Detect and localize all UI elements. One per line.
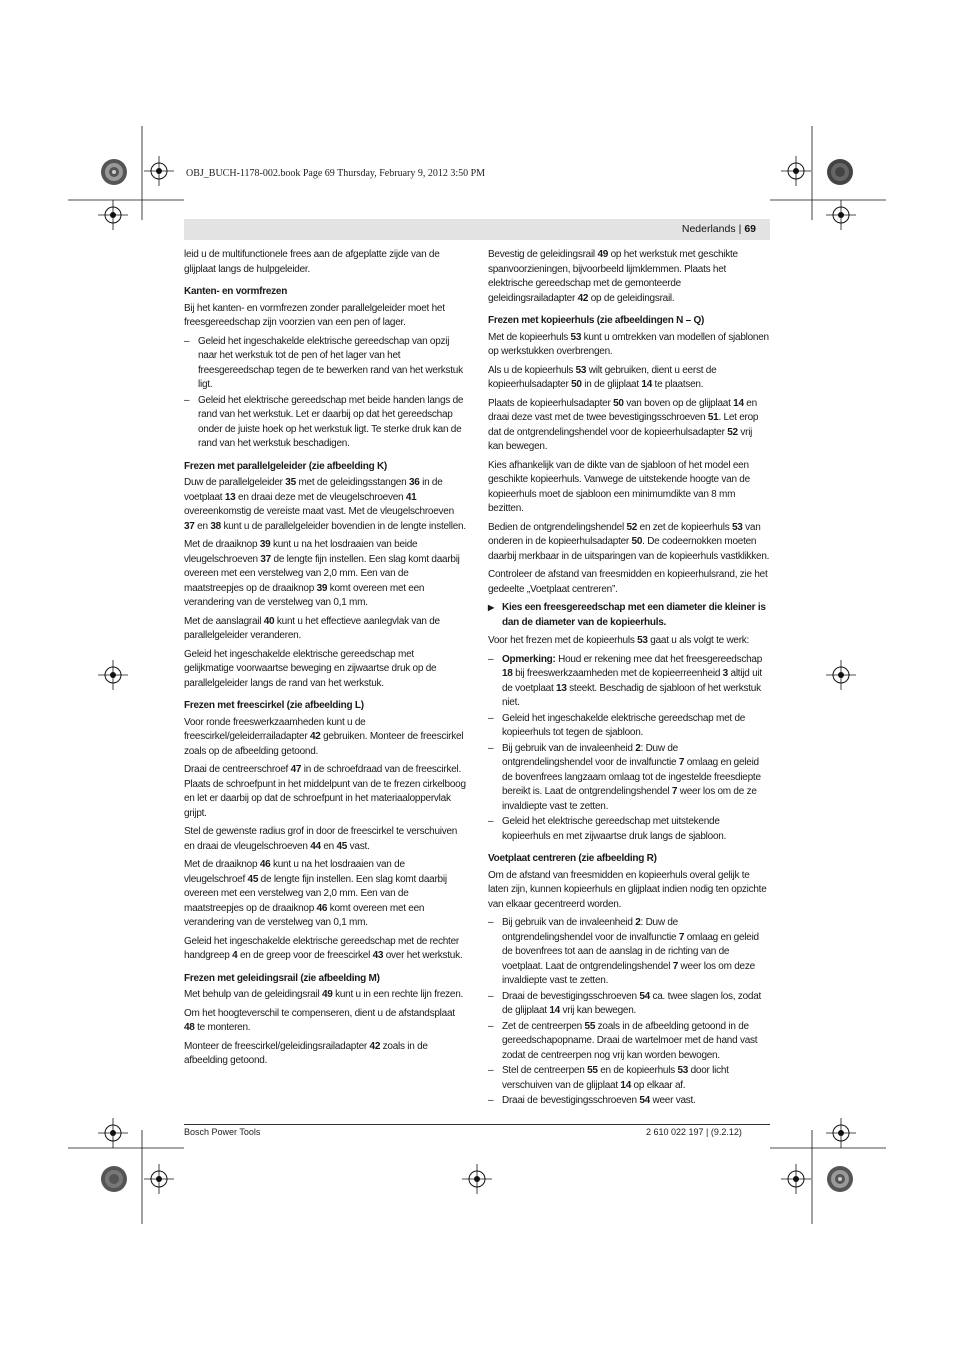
paragraph: Bevestig de geleidingsrail 49 op het werkstuk met geschikte spanvoorzieningen, bijvoorbeeld lijmklemmen. Plaats het elektrische gereedschap met de gemonteerde geleidingsrailadapter 42 op de geleidingsrail. (488, 249, 738, 304)
paragraph: Monteer de freescirkel/geleidingsrailadapter 42 zoals in de afbeelding getoond. (184, 1040, 428, 1066)
paragraph: Voor ronde freeswerkzaamheden kunt u de freescirkel/geleiderrailadapter 42 gebruiken. Monteer de freescirkel zoals op de afbeelding getoond. (184, 716, 464, 757)
header-text (682, 223, 756, 235)
dash-list (488, 653, 770, 845)
list-item: – Geleid het elektrische gereedschap met beide handen langs de rand van het werkstuk. Let er daarbij op dat het gereedschap onder de juiste hoek op het werkstuk ligt. Te sterke druk kan de rand van het werkstuk beschadigen. (184, 394, 466, 452)
dash-list (184, 335, 466, 452)
paragraph: Plaats de kopieerhulsadapter 50 van boven op de glijplaat 14 en draai deze vast met de twee bevestigingsschroeven 51. Let erop dat de ontgrendelingshendel voor de kopieerhulsadapter 52 vrij kan bewegen. (488, 397, 759, 452)
list-item: – Geleid het ingeschakelde elektrische gereedschap van opzij naar het werkstuk tot de pen of het lager van het freesgereedschap tegen de te bewerken rand van het werkstuk ligt. (184, 335, 466, 393)
section-heading: Frezen met freescirkel (zie afbeelding L) (184, 700, 364, 711)
paragraph: Voor het frezen met de kopieerhuls 53 gaat u als volgt te werk: (488, 635, 750, 646)
dash-list (488, 916, 770, 1109)
page-header (184, 219, 770, 240)
paragraph: Bedien de ontgrendelingshendel 52 en zet de kopieerhuls 53 van onderen in de kopieerhulsadapter 50. De codeernokken moeten daarbij merkbaar in de uitsparingen van de kopieerhuls vastklikken. (488, 521, 770, 562)
page-number: 69 (744, 223, 756, 235)
list-item: – Draai de bevestigingsschroeven 54 weer vast. (488, 1094, 770, 1109)
paragraph: Duw de parallelgeleider 35 met de geleidingsstangen 36 in de voetplaat 13 en draai deze met de vleugelschroeven 41 overeenkomstig de vereiste maat vast. Met de vleugelschroeven 37 en 38 kunt u de parallelgeleider bovendien in de lengte instellen. (184, 477, 466, 532)
paragraph: Geleid het ingeschakelde elektrische gereedschap met gelijkmatige voorwaartse beweging en zijwaartse druk op de parallelgeleider langs de rand van het werkstuk. (184, 648, 437, 689)
list-item: – Bij gebruik van de invaleenheid 2: Duw de ontgrendelingshendel voor de invalfunctie 7 omlaag en geleid de bovenfrees langzaam omlaag tot de ingestelde freesdiepte bereikt is. Laat de ontgrendelingshendel 7 weer los om de ze invaldiepte vast te zetten. (488, 742, 770, 815)
paragraph: Stel de gewenste radius grof in door de freescirkel te verschuiven en draai de vleugelschroeven 44 en 45 vast. (184, 826, 458, 852)
right-column (488, 248, 770, 1113)
paragraph: Met de draaiknop 39 kunt u na het losdraaien van beide vleugelschroeven 37 de lengte fijn instellen. Een slag komt daarbij overeen met een verstelweg van 2,0 mm. Een van de maatstreepjes op de draaiknop 39 komt overeen met een verandering van de verstelweg van 0,1 mm. (184, 539, 460, 608)
header-separator: | (738, 223, 742, 235)
print-job-info: OBJ_BUCH-1178-002.book Page 69 Thursday, February 9, 2012 3:50 PM (186, 168, 486, 179)
list-item: – Bij gebruik van de invaleenheid 2: Duw de ontgrendelingshendel voor de invalfunctie 7 omlaag en geleid de bovenfrees tot aan de aanslag in de richting van de voetplaat. Laat de ontgrendelingshendel 7 weer los om deze invaldiepte vast te zetten. (488, 916, 770, 989)
paragraph: Met de draaiknop 46 kunt u na het losdraaien van de vleugelschroef 45 de lengte fijn instellen. Een slag komt daarbij overeen met een verstelweg van 2,0 mm. Een van de maatstreepjes op de draaiknop 46 komt overeen met een verandering van de verstelweg van 0,1 mm. (184, 859, 447, 928)
list-item: – Stel de centreerpen 55 en de kopieerhuls 53 door licht verschuiven van de glijplaat 14 op elkaar af. (488, 1064, 770, 1093)
section-heading: Voetplaat centreren (zie afbeelding R) (488, 853, 657, 864)
paragraph: Om het hoogteverschil te compenseren, dient u de afstandsplaat 48 te monteren. (184, 1007, 455, 1033)
paragraph: leid u de multifunctionele frees aan de afgeplatte zijde van de glijplaat langs de hulpgeleider. (184, 249, 440, 275)
section-heading: Frezen met geleidingsrail (zie afbeelding M) (184, 972, 380, 984)
warning-instruction: ▶ Kies een freesgereedschap met een diameter die kleiner is dan de diameter van de kopieerhuls. (488, 601, 770, 630)
list-item: – Draai de bevestigingsschroeven 54 ca. twee slagen los, zodat de glijplaat 14 vrij kan bewegen. (488, 990, 770, 1019)
footer-doc-number: 2 610 022 197 | (9.2.12) (646, 1127, 742, 1137)
paragraph: Bij het kanten- en vormfrezen zonder parallelgeleider moet het freesgereedschap zijn voorzien van een pen of lager. (184, 302, 445, 328)
list-item: – Geleid het ingeschakelde elektrische gereedschap met de kopieerhuls tot tegen de sjabloon. (488, 712, 770, 741)
paragraph: Geleid het ingeschakelde elektrische gereedschap met de rechter handgreep 4 en de greep voor de freescirkel 43 over het werkstuk. (184, 935, 463, 961)
paragraph: Draai de centreerschroef 47 in de schroefdraad van de freescirkel. Plaats de schroefpunt in het middelpunt van de te frezen cirkelboog en let er daarbij op dat de schroefpunt in het materiaaloppervlak grijpt. (184, 764, 466, 819)
paragraph: Als u de kopieerhuls 53 wilt gebruiken, dient u eerst de kopieerhulsadapter 50 in de glijplaat 14 te plaatsen. (488, 364, 717, 390)
header-language: Nederlands (681, 223, 736, 235)
list-item: – Opmerking: Houd er rekening mee dat het freesgereedschap 18 bij freeswerkzaamheden met de kopieerreenheid 3 altijd uit de voetplaat 13 steekt. Beschadig de sjabloon of het werkstuk niet. (488, 653, 770, 711)
list-item: – Geleid het elektrische gereedschap met uitstekende kopieerhuls en met zijwaartse druk langs de sjabloon. (488, 815, 770, 844)
paragraph: Met de kopieerhuls 53 kunt u omtrekken van modellen of sjablonen op werkstukken overbrengen. (488, 331, 769, 357)
footer-rule (184, 1124, 770, 1125)
list-item: – Zet de centreerpen 55 zoals in de afbeelding getoond in de gereedschapopname. Draai de wartelmoer met de hand vast zodat de centreerpen nog vrij kan worden bewogen. (488, 1020, 770, 1064)
paragraph: Kies afhankelijk van de dikte van de sjabloon of het model een geschikte kopieerhuls. Vanwege de uitstekende hoogte van de kopieerhuls moet de sjabloon een minimumdikte van 8 mm bezitten. (488, 459, 750, 514)
footer-brand: Bosch Power Tools (184, 1127, 261, 1137)
section-heading: Kanten- en vormfrezen (184, 286, 288, 297)
section-heading: Frezen met kopieerhuls (zie afbeeldingen N – Q) (488, 315, 705, 326)
paragraph: Met de aanslagrail 40 kunt u het effectieve aanlegvlak van de parallelgeleider veranderen. (184, 615, 440, 641)
paragraph: Controleer de afstand van freesmidden en kopieerhulsrand, zie het gedeelte „Voetplaat centreren”. (488, 569, 768, 595)
paragraph: Om de afstand van freesmidden en kopieerhuls overal gelijk te laten zijn, kunnen kopieerhuls en glijplaat indien nodig ten opzichte van elkaar gecentreerd worden. (488, 869, 767, 910)
section-heading: Frezen met parallelgeleider (zie afbeelding K) (184, 460, 388, 472)
paragraph: Met behulp van de geleidingsrail 49 kunt u in een rechte lijn frezen. (184, 989, 464, 1000)
left-column (184, 248, 466, 1073)
